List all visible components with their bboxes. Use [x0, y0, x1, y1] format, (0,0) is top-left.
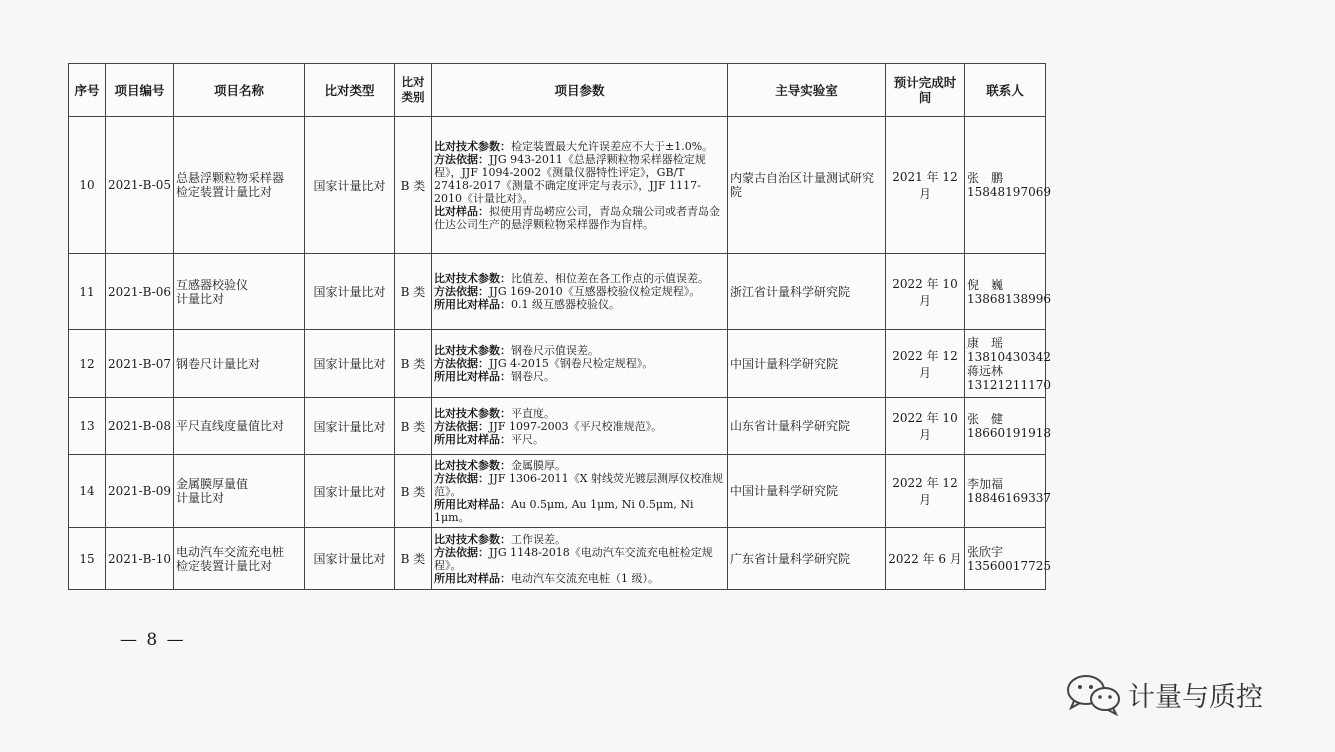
cell-params — [432, 254, 728, 330]
cell-params — [432, 528, 728, 590]
param-text: 平尺。 — [511, 432, 544, 446]
param-line — [434, 285, 725, 298]
param-line — [434, 357, 725, 370]
cell-category: B 类 — [395, 330, 432, 398]
project-name-line: 平尺直线度量值比对 — [176, 419, 285, 433]
header-time: 预计完成时间 — [886, 64, 965, 117]
project-name-line: 计量比对 — [176, 291, 225, 306]
cell-time: 2022 年 10 月 — [886, 254, 965, 330]
table-row — [69, 254, 1046, 330]
contact-name: 李加福 — [967, 477, 1004, 491]
table-header-row — [69, 64, 1046, 117]
cell-time: 2021 年 12 月 — [886, 117, 965, 254]
param-line — [434, 153, 725, 205]
cell-no: 10 — [69, 117, 106, 254]
header-type: 比对类型 — [305, 64, 395, 117]
cell-lab: 山东省计量科学研究院 — [728, 398, 886, 455]
param-label: 方法依据： — [434, 357, 489, 370]
param-line — [434, 546, 725, 572]
cell-code: 2021-B-08 — [106, 398, 174, 455]
param-label: 方法依据： — [434, 285, 489, 298]
cell-contact — [965, 455, 1051, 528]
cell-category: B 类 — [395, 117, 432, 254]
cell-category: B 类 — [395, 455, 432, 528]
cell-project-name — [174, 528, 305, 590]
cell-project-name — [174, 330, 305, 398]
param-label: 比对技术参数： — [434, 272, 511, 285]
param-label: 比对技术参数： — [434, 532, 511, 546]
cell-no: 15 — [69, 528, 106, 590]
cell-code: 2021-B-10 — [106, 528, 174, 590]
param-text: JJG 4-2015《钢卷尺检定规程》。 — [489, 357, 654, 370]
header-no: 序号 — [69, 64, 106, 117]
project-name-line: 检定装置计量比对 — [176, 558, 273, 573]
param-label: 比对技术参数： — [434, 139, 511, 153]
param-text: JJG 1148-2018《电动汽车交流充电桩检定规程》。 — [434, 545, 713, 572]
project-name-line: 总悬浮颗粒物采样器 — [176, 171, 285, 185]
contact-name: 蒋远林 — [967, 363, 1004, 378]
cell-no: 13 — [69, 398, 106, 455]
cell-time: 2022 年 10 月 — [886, 398, 965, 455]
cell-project-name — [174, 117, 305, 254]
param-line — [434, 344, 725, 357]
param-text: 电动汽车交流充电桩（1 级）。 — [511, 571, 659, 585]
param-line — [434, 472, 725, 498]
cell-code: 2021-B-09 — [106, 455, 174, 528]
cell-lab: 浙江省计量科学研究院 — [728, 254, 886, 330]
cell-project-name — [174, 254, 305, 330]
project-name-line: 电动汽车交流充电桩 — [176, 544, 285, 559]
cell-lab: 广东省计量科学研究院 — [728, 528, 886, 590]
param-label: 方法依据： — [434, 545, 489, 559]
param-line — [434, 533, 725, 546]
contact-phone: 13868138996 — [967, 291, 1051, 306]
cell-lab: 中国计量科学研究院 — [728, 455, 886, 528]
param-line — [434, 498, 725, 524]
cell-time: 2022 年 12 月 — [886, 330, 965, 398]
cell-project-name — [174, 398, 305, 455]
table-row — [69, 455, 1046, 528]
param-label: 比对技术参数： — [434, 344, 511, 357]
cell-code: 2021-B-05 — [106, 117, 174, 254]
contact-name: 张 健 — [967, 412, 1004, 426]
param-line — [434, 205, 725, 231]
cell-project-name — [174, 455, 305, 528]
table-row — [69, 398, 1046, 455]
param-text: JJG 169-2010《互感器校验仪检定规程》。 — [489, 285, 701, 298]
param-label: 方法依据： — [434, 471, 489, 485]
cell-type: 国家计量比对 — [305, 398, 395, 455]
cell-code: 2021-B-06 — [106, 254, 174, 330]
param-line — [434, 140, 725, 153]
cell-no: 12 — [69, 330, 106, 398]
param-line — [434, 433, 725, 446]
table-row — [69, 117, 1046, 254]
param-label: 所用比对样品： — [434, 432, 511, 446]
cell-category: B 类 — [395, 254, 432, 330]
header-category: 比对类别 — [395, 64, 432, 117]
cell-type: 国家计量比对 — [305, 117, 395, 254]
project-name-line: 计量比对 — [176, 491, 225, 505]
watermark-text: 计量与质控 — [1128, 681, 1263, 713]
cell-time: 2022 年 6 月 — [886, 528, 965, 590]
param-text: JJF 1097-2003《平尺校准规范》。 — [489, 419, 663, 433]
contact-phone: 13810430342 — [967, 349, 1051, 364]
contact-name: 张欣宇 — [967, 544, 1004, 559]
cell-time: 2022 年 12 月 — [886, 455, 965, 528]
param-text: JJF 1306-2011《X 射线荧光镀层测厚仪校准规范》。 — [434, 471, 723, 498]
table-row — [69, 330, 1046, 398]
cell-type: 国家计量比对 — [305, 455, 395, 528]
cell-type: 国家计量比对 — [305, 528, 395, 590]
param-line — [434, 298, 725, 311]
cell-lab: 内蒙古自治区计量测试研究院 — [728, 117, 886, 254]
param-text: JJG 943-2011《总悬浮颗粒物采样器检定规程》，JJF 1094-2002《测量仪器特性评定》，GB/T 27418-2017《测量不确定度评定与表示》，JJF 1117-2010《计量比对》。 — [434, 152, 706, 205]
cell-no: 14 — [69, 455, 106, 528]
contact-phone: 13560017725 — [967, 558, 1051, 573]
param-line — [434, 272, 725, 285]
contact-phone: 18660191918 — [967, 426, 1051, 440]
param-label: 比对样品： — [434, 204, 489, 218]
param-text: 检定装置最大允许误差应不大于±1.0%。 — [511, 139, 714, 153]
cell-type: 国家计量比对 — [305, 254, 395, 330]
header-params: 项目参数 — [432, 64, 728, 117]
param-text: 拟使用青岛崂应公司，青岛众瑞公司或者青岛金仕达公司生产的悬浮颗粒物采样器作为盲样。 — [434, 204, 720, 231]
cell-code: 2021-B-07 — [106, 330, 174, 398]
param-line — [434, 459, 725, 472]
param-text: 工作误差。 — [511, 532, 566, 546]
watermark — [1062, 672, 1263, 716]
param-label: 所用比对样品： — [434, 298, 511, 311]
cell-contact — [965, 330, 1051, 398]
header-contact: 联系人 — [965, 64, 1046, 117]
param-line — [434, 572, 725, 585]
cell-lab: 中国计量科学研究院 — [728, 330, 886, 398]
param-text: 金属膜厚。 — [511, 458, 566, 472]
cell-no: 11 — [69, 254, 106, 330]
wechat-logo-icon — [1062, 672, 1124, 716]
contact-name: 康 瑶 — [967, 335, 1004, 350]
param-line — [434, 420, 725, 433]
contact-name: 倪 巍 — [967, 277, 1004, 292]
cell-type: 国家计量比对 — [305, 330, 395, 398]
param-label: 方法依据： — [434, 419, 489, 433]
param-line — [434, 407, 725, 420]
cell-contact — [965, 254, 1051, 330]
param-line — [434, 370, 725, 383]
cell-contact — [965, 528, 1051, 590]
param-text: 比值差、相位差在各工作点的示值误差。 — [511, 272, 709, 285]
header-code: 项目编号 — [106, 64, 174, 117]
project-name-line: 钢卷尺计量比对 — [176, 356, 261, 371]
page-number: — 8 — — [120, 630, 186, 650]
cell-category: B 类 — [395, 528, 432, 590]
table-body — [69, 117, 1051, 590]
param-text: Au 0.5μm, Au 1μm, Ni 0.5μm, Ni 1μm。 — [434, 497, 694, 524]
param-text: 0.1 级互感器校验仪。 — [511, 298, 620, 311]
cell-params — [432, 398, 728, 455]
param-text: 平直度。 — [511, 406, 555, 420]
cell-category: B 类 — [395, 398, 432, 455]
cell-contact — [965, 398, 1051, 455]
project-name-line: 金属膜厚量值 — [176, 477, 249, 491]
table-row — [69, 528, 1046, 590]
param-text: 钢卷尺示值误差。 — [511, 344, 599, 357]
cell-contact — [965, 117, 1051, 254]
header-name: 项目名称 — [174, 64, 305, 117]
contact-phone: 15848197069 — [967, 185, 1051, 199]
cell-params — [432, 330, 728, 398]
param-label: 所用比对样品： — [434, 497, 511, 511]
param-text: 钢卷尺。 — [511, 370, 555, 383]
header-lab: 主导实验室 — [728, 64, 886, 117]
contact-phone: 18846169337 — [967, 491, 1051, 505]
param-label: 所用比对样品： — [434, 571, 511, 585]
cell-params — [432, 117, 728, 254]
param-label: 比对技术参数： — [434, 458, 511, 472]
project-name-line: 检定装置计量比对 — [176, 185, 273, 199]
project-name-line: 互感器校验仪 — [176, 277, 249, 292]
param-label: 所用比对样品： — [434, 370, 511, 383]
contact-name: 张 鹏 — [967, 171, 1004, 185]
param-label: 方法依据： — [434, 152, 489, 166]
contact-phone: 13121211170 — [967, 377, 1051, 392]
comparison-projects-table — [68, 63, 1051, 590]
param-label: 比对技术参数： — [434, 406, 511, 420]
cell-params — [432, 455, 728, 528]
